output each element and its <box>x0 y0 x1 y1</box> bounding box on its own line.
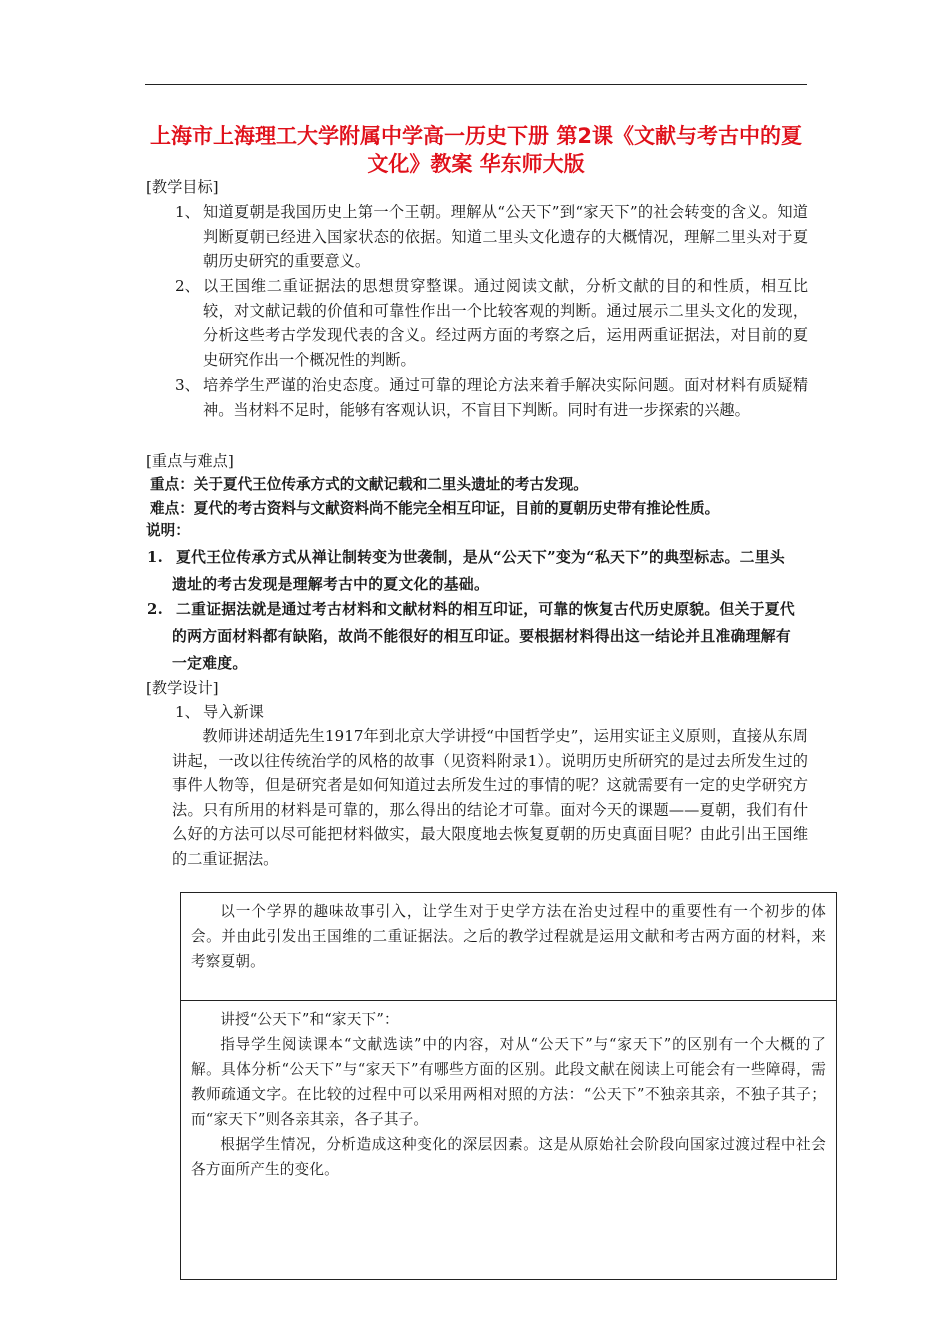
box2-line1: 讲授“公天下”和“家天下”： <box>220 1011 399 1028</box>
objective-3-number: 3、 <box>175 376 200 394</box>
note-label: 说明： <box>146 522 190 539</box>
objective-1-text: 知道夏朝是我国历史上第一个王朝。理解从“公天下”到“家天下”的社会转变的含义。知道判断夏朝已经进入国家状态的依据。知道二里头文化遗存的大概情况，理解二里头对于夏朝历史研究的重要意义。 <box>203 203 808 271</box>
note-2-text: 二重证据法就是通过考古材料和文献材料的相互印证，可靠的恢复古代历史原貌。但关于夏代的两方面材料都有缺陷，故尚不能很好的相互印证。要根据材料得出这一结论并且准确理解有一定难度。 <box>172 601 795 672</box>
box2-line2: 指导学生阅读课本“文献选读”中的内容，对从“公天下”与“家天下”的区别有一个大概的了解。具体分析“公天下”与“家天下”有哪些方面的区别。此段文献在阅读上可能会有一些障碍，需教师疏通文字。在比较的过程中可以采用两相对照的方法：“公天下”不独亲其亲，不独子其子；而“家天下”则各亲其亲，各子其子。 <box>191 1036 826 1128</box>
note-2-number: 2. <box>147 601 164 618</box>
step1-title: 导入新课 <box>203 703 264 721</box>
objective-2-text: 以王国维二重证据法的思想贯穿整课。通过阅读文献，分析文献的目的和性质，相互比较，对文献记载的价值和可靠性作出一个比较客观的判断。通过展示二里头文化的发现，分析这些考古学发现代表的含义。经过两方面的考察之后，运用两重证据法，对目前的夏史研究作出一个概况性的判断。 <box>203 277 808 369</box>
key-point: 重点：关于夏代王位传承方式的文献记载和二里头遗址的考古发现。 <box>150 476 588 493</box>
step1-number: 1、 <box>175 703 200 721</box>
intro-paragraph: 教师讲述胡适先生1917年到北京大学讲授“中国哲学史”，运用实证主义原则，直接从东周讲起，一改以往传统治学的风格的故事（见资料附录1）。说明历史所研究的是过去所发生过的事件人物等，但是研究者是如何知道过去所发生过的事情的呢？这就需要有一定的史学研究方法。只有所用的材料是可靠的，那么得出的结论才可靠。面对今天的课题——夏朝，我们有什么好的方法可以尽可能把材料做实，最大限度地去恢复夏朝的历史真面目呢？由此引出王国维的二重证据法。 <box>172 727 808 868</box>
teaching-note-box-1 <box>180 892 837 1001</box>
objectives-heading: [教学目标] <box>146 178 219 196</box>
design-heading: [教学设计] <box>146 679 219 697</box>
box2-line3: 根据学生情况，分析造成这种变化的深层因素。这是从原始社会阶段向国家过渡过程中社会各方面所产生的变化。 <box>191 1136 826 1178</box>
header-rule <box>145 84 807 85</box>
box1-text: 以一个学界的趣味故事引入，让学生对于史学方法在治史过程中的重要性有一个初步的体会。并由此引发出王国维的二重证据法。之后的教学过程就是运用文献和考古两方面的材料，来考察夏朝。 <box>191 903 826 970</box>
document-title: 上海市上海理工大学附属中学高一历史下册 第2课《文献与考古中的夏文化》教案 华东师大版 <box>150 124 802 176</box>
objective-3-text: 培养学生严谨的治史态度。通过可靠的理论方法来着手解决实际问题。面对材料有质疑精神。当材料不足时，能够有客观认识，不盲目下判断。同时有进一步探索的兴趣。 <box>203 376 808 419</box>
note-1-text: 夏代王位传承方式从禅让制转变为世袭制，是从“公天下”变为“私天下”的典型标志。二里头遗址的考古发现是理解考古中的夏文化的基础。 <box>172 549 785 593</box>
keypoints-heading: [重点与难点] <box>146 452 234 470</box>
difficult-point: 难点：夏代的考古资料与文献资料尚不能完全相互印证，目前的夏朝历史带有推论性质。 <box>150 500 720 517</box>
teaching-note-box-2 <box>180 1000 837 1280</box>
objective-2-number: 2、 <box>175 277 200 295</box>
note-1-number: 1. <box>147 549 164 566</box>
objective-1-number: 1、 <box>175 203 200 221</box>
